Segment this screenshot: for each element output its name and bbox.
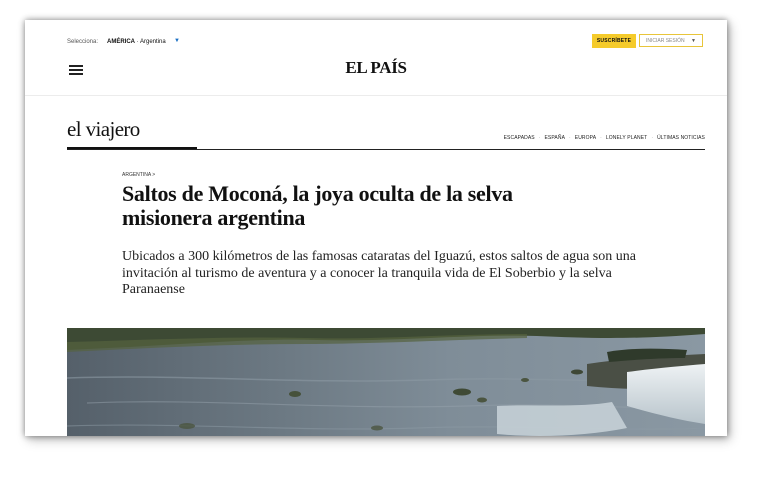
article-headline: Saltos de Moconá, la joya oculta de la selva misionera argentina	[122, 181, 513, 230]
nav-item-escapadas[interactable]: ESCAPADAS	[503, 135, 535, 141]
breadcrumb[interactable]: ARGENTINA >	[122, 172, 156, 178]
login-button[interactable]	[639, 34, 703, 47]
page-card	[25, 20, 727, 436]
nav-separator: ·	[651, 135, 654, 141]
section-title[interactable]: el viajero	[67, 117, 140, 141]
nav-separator: ·	[569, 135, 571, 141]
section-divider	[67, 149, 705, 150]
edition-selector[interactable]	[107, 39, 166, 45]
nav-separator: ·	[600, 135, 602, 141]
edition-country: · Argentina	[135, 39, 166, 45]
subscribe-button[interactable]: SUSCRÍBETE	[592, 34, 636, 48]
edition-region: AMÉRICA	[107, 39, 135, 45]
nav-item-lonely-planet[interactable]: LONELY PLANET	[605, 135, 648, 141]
article-subtitle: Ubicados a 300 kilómetros de las famosas cataratas del Iguazú, estos saltos de agua son una invitación al turismo de aventura y a conocer la tranquila vida de El Soberbio y la selva Paranaense	[122, 249, 636, 297]
header-divider	[25, 95, 727, 96]
chevron-down-icon[interactable]: ▼	[174, 38, 180, 44]
login-label: INICIAR SESIÓN	[646, 37, 685, 44]
nav-item-europa[interactable]: EUROPA	[574, 135, 597, 141]
site-logo[interactable]: EL PAÍS	[345, 58, 407, 77]
nav-item-ultimas-noticias[interactable]: ÚLTIMAS NOTICIAS	[657, 135, 705, 141]
chevron-down-icon: ▼	[691, 38, 696, 44]
edition-label: Selecciona:	[67, 39, 99, 45]
hero-image	[67, 328, 705, 436]
nav-separator: ·	[538, 135, 541, 141]
section-nav	[504, 135, 705, 141]
nav-item-espana[interactable]: ESPAÑA	[544, 135, 566, 141]
